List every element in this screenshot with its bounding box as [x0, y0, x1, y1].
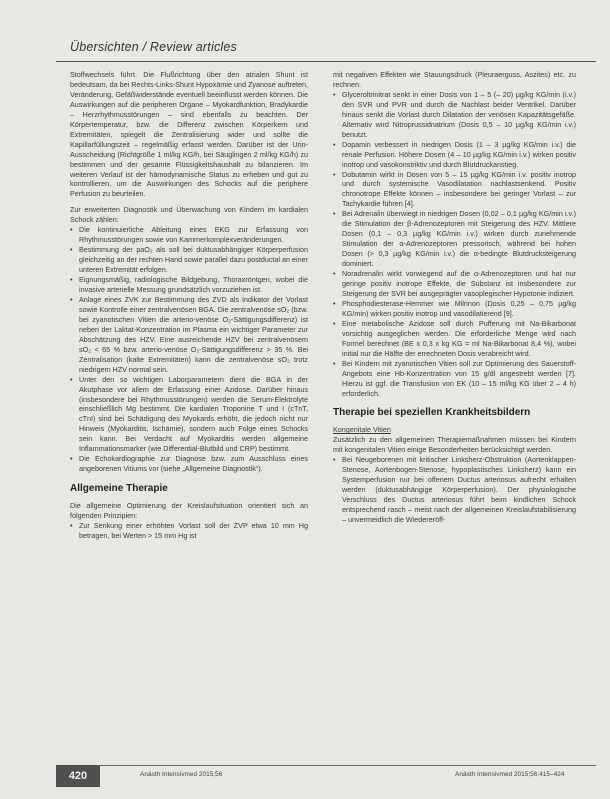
list-item: • Die Echokardiographie zur Diagnose bzw. zum Ausschluss eines angeborenen Vitiums vor (siehe „Allgemeine Diagnostik“).: [79, 454, 308, 474]
paragraph: Stoffwechsels führt. Die Flußrichtung über den atrialen Shunt ist bedeutsam, da bei Rechts-Links-Shunt Hypoxämie und Zyanose auftreten, Veränderung, Gefäßwiderstände eventuell beeinflusst werden können. Die Auswirkungen auf die peripheren Organe – Myokardfunktion, Bradykardie – Herzrhythmusstörungen – sind ebenfalls zu beachten. Der Körpertemperatur, bzw. die Differenz zwischen Körperkern und Extremitäten, spiegelt die Zentralisierung wider und sollte die Kapillarfüllungszeit – regelmäßig erfasst werden. Darüber ist der Urin-Ausscheidung (Richtgröße 1 ml/kg KG/h, bei Säuglingen 2 ml/kg KG/h) zu bestimmen und der gesamte Flüssigkeitshaushalt zu bilanzieren. Im weiteren Verlauf ist der hämodynamische Status zu erheben und gut zu kontrollieren, um die Auswirkungen des Schocks auf die periphere Perfusion zu beurteilen.: [70, 70, 308, 199]
list-item: • Unter den so wichtigen Laborparametern dient die BGA in der Akutphase vor allem der Erfassung einer Azidose. Darüber hinaus (insbesondere bei Rhythmusstörungen) werden die Serum-Elektrolyte einschließlich Mg bestimmt. Die kardialen Troponine T und I (cTnT, cTnI) sind bei Schädigung des Myokards erhöht, die jedoch nicht nur Hinweis (Myokarditis, Ischämie), sondern auch Folge eines Schocks sein kann. Bei Verdacht auf Myokarditis werden allgemeine Inflammationsmarker (wie Differential-Blutbild und CRP) bestimmt.: [79, 375, 308, 455]
list-item: • Bestimmung der paO₂ als soll bei duktusabhängiger Körperperfusion gleichzeitig an der rechten Hand sowie parallel dazu postductal an einer unteren Extremität erfolgen.: [79, 245, 308, 275]
list-item: • Zur Senkung einer erhöhten Vorlast soll der ZVP etwa 10 mm Hg betragen, bei Werten > 15 mm Hg ist: [79, 521, 308, 541]
bullet-list: [70, 521, 308, 541]
list-item: • Eine metabolische Azidose soll durch Pufferung mit Na-Bikarbonat vorsichtig ausgeglichen werden. Die erforderliche Menge wird nach Formel berechnet (BE x 0,3 x kg KG = ml Na-Bikarbonat 8,4 %), wobei initial nur die Hälfte der errechneten Dosis verabreicht wird.: [342, 319, 576, 359]
left-column: [70, 70, 308, 541]
section-header-title: Übersichten / Review articles: [70, 40, 237, 54]
bullet-list: [333, 90, 576, 399]
bullet-list: [70, 225, 308, 474]
list-item: • Phosphodiesterase-Hemmer wie Milrinon (Dosis 0,25 – 0,75 µg/kg KG/min) wirken positiv inotrop und vasodilatierend [9].: [342, 299, 576, 319]
list-item: • Bei Adrenalin überwiegt in niedrigen Dosen (0,02 – 0,1 µg/kg KG/min i.v.) die Stimulation der β-Adrenozeptoren mit Steigerung des HZV. Mittlere Dosen (0,1 – 0,3 µg/kg KG/min i.v.) wirken durch zunehmende Stimulation der α-Adrenozeptoren pressorisch, während bei hohen Dosen (> 0,3 µg/kg KG/min i.v.) die α-bedingte Blutdrucksteigerung dominiert.: [342, 209, 576, 269]
paragraph: mit negativen Effekten wie Stauungsdruck (Pleuraerguss, Aszites) etc. zu rechnen.: [333, 70, 576, 89]
paragraph: Zusätzlich zu den allgemeinen Therapiemaßnahmen müssen bei Kindern mit kongenitalen Vitien einige Besonderheiten berücksichtigt werden.: [333, 435, 576, 455]
list-item: • Dobutamin wirkt in Dosen von 5 – 15 µg/kg KG/min i.v. positiv inotrop und durch systemische Vasodilatation nachlastsenkend. Positiv chronotrope Effekte können – insbesondere bei geringer Vorlast – zur Tachykardie führen [4].: [342, 170, 576, 210]
page-number: 420: [56, 765, 100, 787]
subsection-heading: Kongenitale Vitien: [333, 425, 391, 435]
list-item: • Eignungsmäßig, radiologische Bildgebung, Thoraxröntgen, wobei die invasive arterielle Messung grundsätzlich vorzuziehen ist.: [79, 275, 308, 295]
footer-rule: [56, 765, 596, 766]
list-item: • Bei Kindern mit zyanotischen Vitien soll zur Optimierung des Sauerstoff-Angebots eine Hb-Konzentration von 15 g/dl angestrebt werden [7]. Hierzu ist ggf. die Transfusion von EK (10 – 15 ml/kg KG über 2 – 4 h) erforderlich.: [342, 359, 576, 399]
right-column: [333, 70, 576, 525]
list-item: • Bei Neugeborenen mit kritischer Linksherz-Obstruktion (Aortenklappen-Stenose, Aortenbogen-Stenose, hypoplastisches Linksherz) kann ein Systemperfusion nur bei offenem Ductus arteriosus aufrecht erhalten werden (duktusabhängige Körperperfusion). Der physiologische Verschluss des Ductus arteriosus führt beim kindlichen Schock entsprechend rasch – meist nach der allgemeinen Kreislaufstabilisierung – unvermeidlich die Wiedereröff-: [342, 455, 576, 525]
paragraph: Zur erweiterten Diagnostik und Überwachung von Kindern im kardialen Schock zählen:: [70, 205, 308, 225]
list-item: • Dopamin verbessert in niedrigen Dosis (1 – 3 µg/kg KG/min i.v.) die renale Perfusion. Höhere Dosen (4 – 10 µg/kg KG/min i.v.) wirken positiv inotrop und vasokonstriktiv und durch Blutdruckanstieg.: [342, 140, 576, 170]
list-item: • Die kontinuierliche Ableitung eines EKG zur Erfassung von Rhythmusstörungen sowie von Kammerkomplexveränderungen.: [79, 225, 308, 245]
footer-reference: Anästh Intensivmed 2015;56:415–424: [455, 771, 565, 778]
list-item: • Anlage eines ZVK zur Bestimmung des ZVD als Indikator der Vorlast sowie Kontrolle einer zentralvenösen BGA. Die zentralvenöse sO₂ (bzw. bei zyanotischen Vitien die arterio-venöse O₂-Sättigungsdifferenz) ist neben der Laktat-Konzentration im Plasma ein wichtiger Parameter zur Abschätzung des HZV. Eine ausreichende HZV bei zentralvenösem sO₂ < 65 % bzw. arterio-venöse O₂-Sättigungsdifferenz > 35 %. Bei Zentralisation (kalte Extremitäten) kann die zentralvenöse sO₂ trotz niedrigem HZV normal sein.: [79, 295, 308, 375]
section-heading: Allgemeine Therapie: [70, 483, 168, 495]
bullet-list: [333, 455, 576, 525]
list-item: • Glyceroltrinitrat senkt in einer Dosis von 1 – 5 (– 20) µg/kg KG/min (i.v.) den SVR und PVR und durch die Nachlast beider Ventrikel. Darüber hinaus senkt die Vorlast durch Dilatation der venösen Kapazitätsgefäße. Alternativ wird Nitroprussidnatrium (Dosis 0,5 – 10 µg/kg KG/min i.v.) benutzt.: [342, 90, 576, 140]
paragraph: Die allgemeine Optimierung der Kreislaufsituation orientiert sich an folgenden Prinzipien:: [70, 501, 308, 521]
footer-journal: Anästh Intensivmed 2015;56: [140, 771, 223, 778]
section-heading: Therapie bei speziellen Krankheitsbildern: [333, 407, 531, 419]
list-item: • Noradrenalin wirkt vorwiegend auf die α-Adrenozeptoren und hat nur geringe positiv inotrope Effekte, die Substanz ist insbesondere zur Steigerung der SVR bei ausgeprägter vasoplegischer Hypotonie indiziert.: [342, 269, 576, 299]
